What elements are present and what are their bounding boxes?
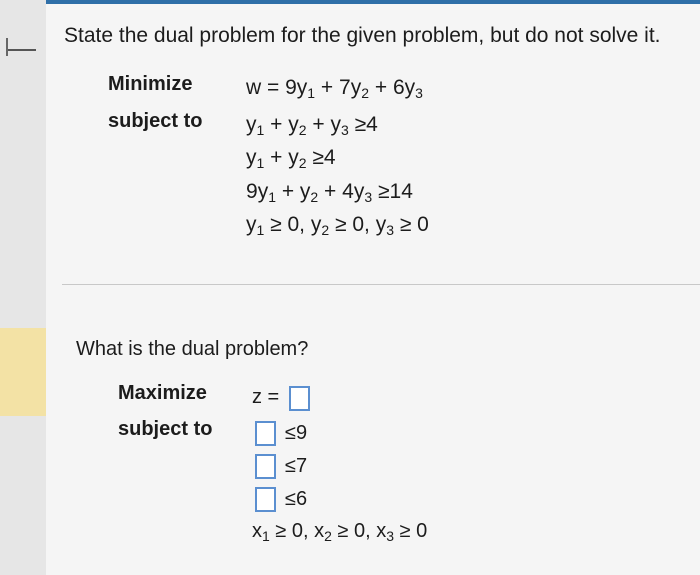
- primal-constraint-3-term-var: y: [353, 180, 365, 203]
- dual-nonneg-var: [376, 520, 394, 542]
- primal-nonneg-var-var: y: [246, 213, 257, 236]
- primal-constraint-3-plus: +: [318, 180, 343, 203]
- primal-constraint-1: [246, 113, 378, 138]
- dual-constraint-1-rhs: 9: [295, 422, 308, 444]
- rail-dash-mark: [8, 49, 36, 51]
- primal-constraint-2-term-var: y: [288, 146, 299, 169]
- primal-nonneg-ge: ≥ 0: [329, 213, 365, 236]
- primal-constraint-3-term-var: y: [299, 180, 311, 203]
- primal-objective-term: [339, 76, 369, 99]
- dual-subject-to-keyword: subject to: [118, 418, 213, 440]
- dual-nonneg-ge: ≥ 0: [394, 520, 428, 542]
- primal-objective: [246, 76, 423, 101]
- dual-objective-input-box[interactable]: [289, 386, 310, 411]
- dual-nonneg-var-sub: 3: [386, 528, 395, 544]
- primal-constraint-1-term-var: y: [330, 113, 341, 136]
- primal-constraint-3-term-coef: 9: [246, 180, 258, 203]
- rail-tick-mark: [6, 38, 8, 56]
- dual-constraint-2-relation: ≤: [285, 455, 296, 477]
- primal-nonneg-var-var: y: [310, 213, 322, 236]
- primal-nonneg-ge: ≥ 0: [393, 213, 429, 236]
- primal-nonneg-var: [376, 213, 394, 236]
- primal-subject-to-keyword: subject to: [108, 110, 203, 132]
- dual-constraint-2-bound: [285, 455, 307, 478]
- primal-constraint-2-term-var: y: [246, 146, 257, 169]
- primal-constraint-3-term-sub: 3: [364, 189, 373, 205]
- dual-nonneg-sep: ,: [303, 520, 315, 542]
- primal-nonneg-var-sub: 2: [321, 222, 330, 238]
- primal-objective-term-sub: 1: [307, 85, 316, 101]
- primal-nonneg-var: [311, 213, 329, 236]
- dual-objective-lhs: z =: [252, 386, 280, 408]
- primal-objective-term: [285, 76, 315, 99]
- primal-constraint-2-plus: +: [264, 146, 289, 169]
- primal-constraint-3-term-sub: 1: [268, 189, 276, 205]
- primal-constraint-3-rhs: 14: [389, 180, 413, 203]
- primal-constraint-1-term-var: y: [288, 113, 299, 136]
- dual-nonneg-var-var: x: [252, 520, 262, 542]
- minimize-keyword: Minimize: [108, 73, 193, 95]
- primal-objective-term-coef: 9: [285, 76, 297, 99]
- dual-nonneg-var-sub: 1: [262, 528, 270, 544]
- primal-constraint-2-rhs: 4: [323, 146, 336, 169]
- primal-objective-term-sub: 2: [361, 85, 370, 101]
- primal-nonneg-sep: ,: [364, 213, 376, 236]
- primal-nonnegativity: [246, 213, 429, 238]
- dual-constraint-2-input-box[interactable]: [255, 454, 276, 479]
- dual-nonneg-var: [314, 520, 332, 542]
- section-divider: [62, 284, 700, 285]
- dual-nonnegativity: [252, 520, 427, 544]
- primal-nonneg-var-sub: 1: [256, 222, 265, 238]
- dual-nonneg-var-sub: 2: [324, 528, 332, 544]
- primal-objective-term-sub: 3: [415, 85, 423, 101]
- primal-constraint-2-term-sub: 2: [298, 155, 307, 171]
- primal-objective-term: [393, 76, 423, 99]
- dual-constraint-3-bound: [285, 488, 307, 511]
- primal-constraint-1-rhs: 4: [366, 113, 378, 136]
- primal-objective-term-var: y: [296, 76, 308, 99]
- primal-objective-lhs: w =: [246, 76, 286, 99]
- dual-constraint-2-rhs: 7: [295, 455, 308, 477]
- primal-constraint-3-plus: +: [275, 180, 300, 203]
- primal-constraint-1-term-var: y: [246, 113, 257, 136]
- dual-constraint-1-bound: [285, 422, 307, 445]
- primal-constraint-3-term: [246, 180, 276, 203]
- dual-constraint-3-relation: ≤: [285, 488, 296, 510]
- primal-constraint-3-term-var: y: [257, 180, 269, 203]
- primal-constraint-1-plus: +: [264, 113, 289, 136]
- dual-nonneg-var-var: x: [376, 520, 387, 542]
- dual-nonneg-sep: ,: [365, 520, 377, 542]
- primal-constraint-2-term-sub: 1: [256, 155, 265, 171]
- primal-constraint-3-term-sub: 2: [310, 189, 319, 205]
- primal-constraint-3-term: [300, 180, 318, 203]
- dual-constraint-1-relation: ≤: [285, 422, 296, 444]
- primal-objective-term-coef: 7: [339, 76, 351, 99]
- primal-constraint-1-term: [330, 113, 348, 136]
- primal-constraint-1-term-sub: 3: [340, 122, 349, 138]
- problem-prompt: State the dual problem for the given problem, but do not solve it.: [64, 24, 661, 47]
- primal-constraint-1-plus: +: [306, 113, 331, 136]
- primal-constraint-2-relation: ≥: [306, 146, 324, 169]
- primal-nonneg-ge: ≥ 0: [264, 213, 300, 236]
- rail-highlight: [0, 328, 46, 416]
- dual-constraint-3-input-box[interactable]: [255, 487, 276, 512]
- primal-constraint-3-relation: ≥: [372, 180, 390, 203]
- primal-constraint-1-term-sub: 2: [298, 122, 307, 138]
- dual-nonneg-ge: ≥ 0: [269, 520, 304, 542]
- dual-nonneg-var-var: x: [314, 520, 325, 542]
- dual-constraint-3-rhs: 6: [295, 488, 308, 510]
- primal-objective-plus: +: [369, 76, 393, 99]
- maximize-keyword: Maximize: [118, 382, 207, 404]
- primal-constraint-3: [246, 180, 413, 205]
- primal-objective-plus: +: [315, 76, 340, 99]
- left-rail: [0, 0, 46, 575]
- primal-nonneg-sep: ,: [299, 213, 311, 236]
- primal-constraint-2: [246, 146, 336, 171]
- primal-constraint-3-term: [342, 180, 372, 203]
- dual-nonneg-var: [252, 520, 270, 542]
- primal-constraint-1-term: [246, 113, 264, 136]
- primal-nonneg-var: [246, 213, 264, 236]
- primal-constraint-3-term-coef: 4: [342, 180, 354, 203]
- primal-constraint-1-term: [288, 113, 306, 136]
- primal-objective-term-coef: 6: [392, 76, 405, 99]
- primal-constraint-2-term: [288, 146, 306, 169]
- primal-objective-term-var: y: [350, 76, 362, 99]
- primal-nonneg-var-var: y: [375, 213, 387, 236]
- primal-objective-term-var: y: [404, 76, 416, 99]
- primal-constraint-1-term-sub: 1: [256, 122, 265, 138]
- dual-constraint-1-input-box[interactable]: [255, 421, 276, 446]
- primal-constraint-2-term: [246, 146, 264, 169]
- primal-constraint-1-relation: ≥: [348, 113, 367, 136]
- dual-question: What is the dual problem?: [76, 338, 309, 360]
- primal-nonneg-var-sub: 3: [386, 222, 394, 238]
- dual-nonneg-ge: ≥ 0: [331, 520, 366, 542]
